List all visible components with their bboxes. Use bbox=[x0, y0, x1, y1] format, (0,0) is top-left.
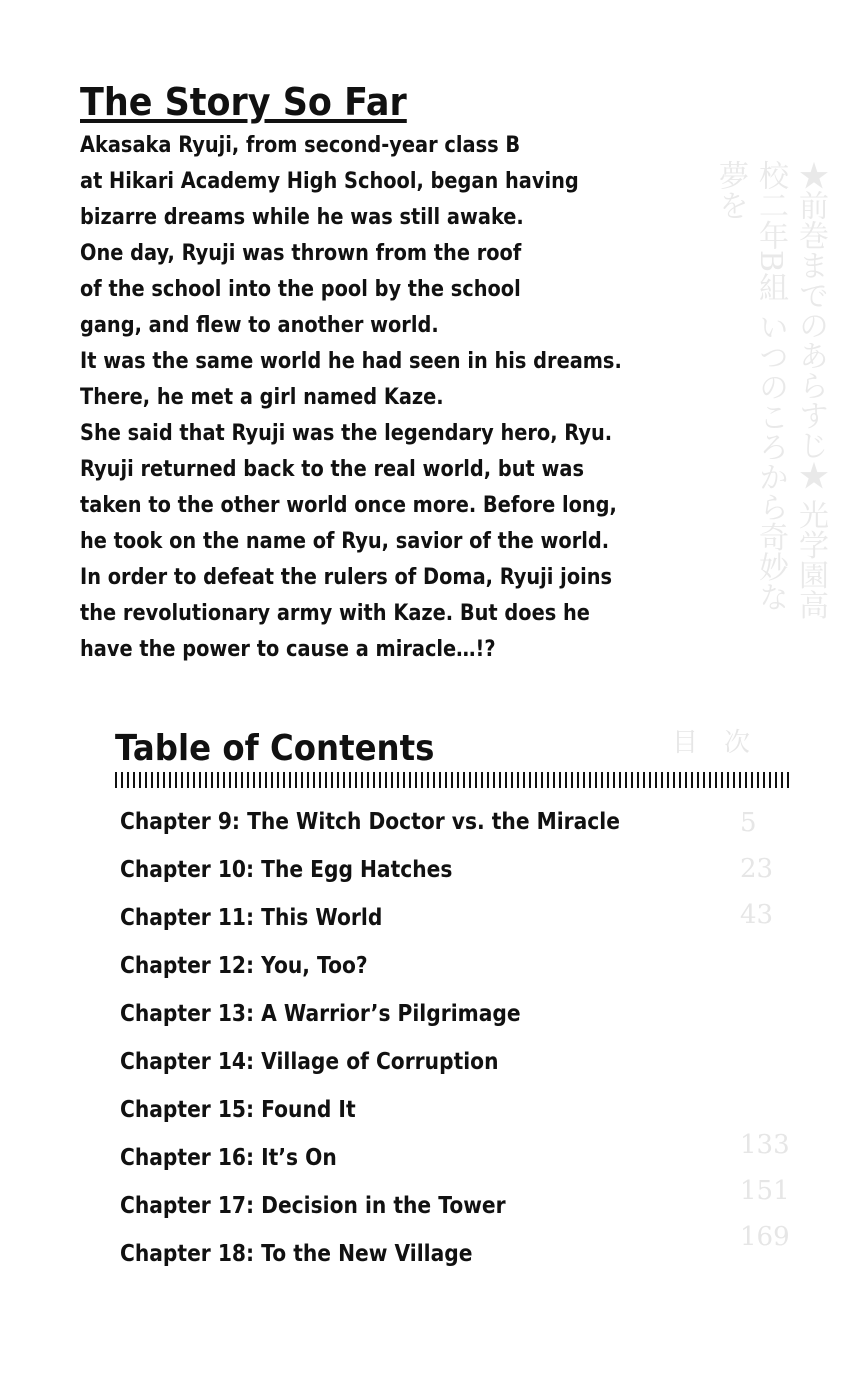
bleed-through-heading: 目 次 bbox=[672, 728, 751, 758]
toc-divider bbox=[115, 772, 790, 788]
story-line: Ryuji returned back to the real world, but was bbox=[80, 457, 585, 482]
story-line: bizarre dreams while he was still awake. bbox=[80, 205, 524, 230]
bleed-through-page-numbers: 5 23 43 133 151 169 bbox=[740, 808, 790, 1252]
story-so-far-heading: The Story So Far bbox=[80, 80, 407, 124]
toc-chapter-11: Chapter 11: This World bbox=[120, 905, 383, 931]
story-line: of the school into the pool by the school bbox=[80, 277, 521, 302]
story-line: There, he met a girl named Kaze. bbox=[80, 385, 444, 410]
story-line: gang, and flew to another world. bbox=[80, 313, 439, 338]
toc-chapter-12: Chapter 12: You, Too? bbox=[120, 953, 368, 979]
story-summary bbox=[80, 128, 680, 668]
story-line: have the power to cause a miracle…!? bbox=[80, 637, 496, 662]
story-line: One day, Ryuji was thrown from the roof bbox=[80, 241, 522, 266]
bleed-through-text: ★前巻までのあらすじ★ 光学園高校二年B組 いつのころから奇妙な夢を bbox=[713, 160, 828, 620]
story-line: It was the same world he had seen in his dreams. bbox=[80, 349, 622, 374]
toc-chapter-14: Chapter 14: Village of Corruption bbox=[120, 1049, 499, 1075]
story-line: at Hikari Academy High School, began having bbox=[80, 169, 579, 194]
toc-chapter-10: Chapter 10: The Egg Hatches bbox=[120, 857, 453, 883]
story-line: taken to the other world once more. Before long, bbox=[80, 493, 617, 518]
story-line: In order to defeat the rulers of Doma, Ryuji joins bbox=[80, 565, 613, 590]
toc-chapter-15: Chapter 15: Found It bbox=[120, 1097, 356, 1123]
story-line: Akasaka Ryuji, from second-year class B bbox=[80, 133, 521, 158]
story-line: the revolutionary army with Kaze. But does he bbox=[80, 601, 590, 626]
table-of-contents-heading: Table of Contents bbox=[115, 728, 435, 769]
toc-chapter-18: Chapter 18: To the New Village bbox=[120, 1241, 473, 1267]
toc-chapter-16: Chapter 16: It’s On bbox=[120, 1145, 337, 1171]
toc-chapter-13: Chapter 13: A Warrior’s Pilgrimage bbox=[120, 1001, 521, 1027]
story-line: he took on the name of Ryu, savior of the world. bbox=[80, 529, 610, 554]
toc-chapter-17: Chapter 17: Decision in the Tower bbox=[120, 1193, 506, 1219]
table-of-contents-list bbox=[120, 798, 770, 1278]
toc-chapter-9: Chapter 9: The Witch Doctor vs. the Miracle bbox=[120, 809, 620, 835]
story-line: She said that Ryuji was the legendary hero, Ryu. bbox=[80, 421, 613, 446]
